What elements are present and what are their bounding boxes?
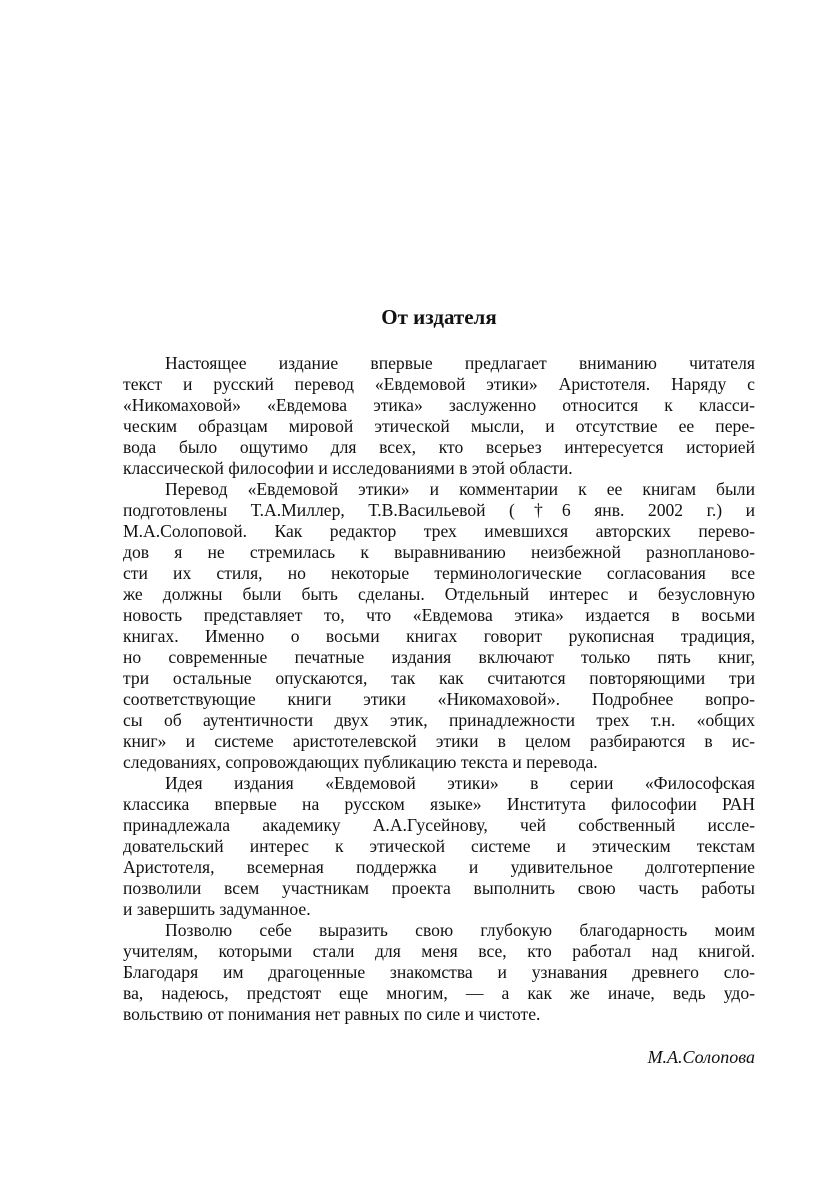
text-line: Перевод «Евдемовой этики» и комментарии к ее книгам были (165, 479, 755, 499)
text-line: вольствию от понимания нет равных по силе и чистоте. (123, 1004, 541, 1024)
text-line: довательский интерес к этической системе и этическим текстам (123, 836, 755, 856)
text-line: Настоящее издание впервые предлагает вниманию читателя (165, 353, 755, 373)
text-line: соответствующие книги этики «Никомаховой». Подробнее вопро- (123, 689, 755, 709)
text-line: же должны были быть сделаны. Отдельный интерес и безусловную (123, 584, 755, 604)
text-line: Благодаря им драгоценные знакомства и узнавания древнего сло- (123, 962, 755, 982)
text-line: Идея издания «Евдемовой этики» в серии «Философская (165, 773, 755, 793)
text-line: текст и русский перевод «Евдемовой этики» Аристотеля. Наряду с (123, 374, 755, 394)
text-line: и завершить задуманное. (123, 899, 311, 919)
text-line: Позволю себе выразить свою глубокую благодарность моим (165, 920, 755, 940)
preface-body (123, 353, 755, 1025)
text-line: три остальные опускаются, так как считаются повторяющими три (123, 668, 755, 688)
text-line: учителям, которыми стали для меня все, кто работал над книгой. (123, 941, 755, 961)
text-line: классической философии и исследованиями в этой области. (123, 458, 573, 478)
text-line: книг» и системе аристотелевской этики в целом разбираются в ис- (123, 731, 755, 751)
text-line: М.А.Солоповой. Как редактор трех имевшихся авторских перево- (123, 521, 755, 541)
text-line: книгах. Именно о восьми книгах говорит рукописная традиция, (123, 626, 755, 646)
text-line: вода было ощутимо для всех, кто всерьез интересуется историей (123, 437, 755, 457)
text-line: подготовлены Т.А.Миллер, Т.В.Васильевой (†6 янв. 2002 г.) и (123, 500, 755, 520)
page (123, 0, 755, 1191)
text-line: ческим образцам мировой этической мысли, и отсутствие ее пере- (123, 416, 755, 436)
page-title: От издателя (381, 305, 497, 329)
text-line: дов я не стремилась к выравниванию неизбежной разноплановo- (123, 542, 755, 562)
text-line: Аристотеля, всемерная поддержка и удивительное долготерпение (123, 857, 755, 877)
text-line: сти их стиля, но некоторые терминологические согласования все (123, 563, 755, 583)
text-line: принадлежала академику А.А.Гусейнову, чей собственный иссле- (123, 815, 755, 835)
text-line: классика впервые на русском языке» Института философии РАН (123, 794, 755, 814)
text-line: позволили всем участникам проекта выполнить свою часть работы (123, 878, 755, 898)
author-signature: М.А.Солопова (647, 1047, 755, 1067)
text-line: сы об аутентичности двух этик, принадлежности трех т.н. «общих (123, 710, 755, 730)
text-line: но современные печатные издания включают только пять книг, (123, 647, 755, 667)
text-line: следованиях, сопровождающих публикацию текста и перевода. (123, 752, 598, 772)
text-line: «Никомаховой» «Евдемова этика» заслуженно относится к класси- (123, 395, 755, 415)
text-line: ва, надеюсь, предстоят еще многим, — а как же иначе, ведь удо- (123, 983, 755, 1003)
text-line: новость представляет то, что «Евдемова этика» издается в восьми (123, 605, 755, 625)
